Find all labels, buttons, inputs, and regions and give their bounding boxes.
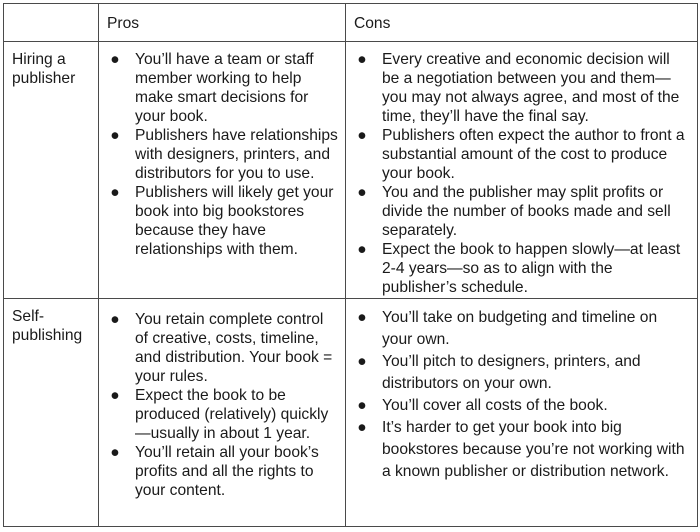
pros-cell-self-publishing: [99, 299, 346, 527]
cons-list: [346, 42, 697, 297]
header-row: [4, 4, 698, 42]
list-item: [106, 183, 339, 259]
list-item-text: Publishers often expect the author to front a substantial amount of the cost to produce your book.: [382, 127, 685, 182]
cons-list: [346, 299, 697, 483]
list-item-text: Publishers have relationships with designers, printers, and distributors for you to use.: [135, 127, 338, 182]
list-item-text: You’ll pitch to designers, printers, and distributors on your own.: [382, 353, 641, 392]
list-item: [353, 395, 691, 417]
list-item: [106, 443, 339, 500]
list-item-text: You’ll retain all your book’s profits and all the rights to your content.: [135, 444, 319, 499]
row-label-hiring-publisher: Hiring a publisher: [12, 51, 76, 87]
pros-list: [99, 42, 345, 259]
list-item-text: You’ll cover all costs of the book.: [382, 397, 608, 414]
bullet-icon: ●: [357, 51, 367, 68]
pros-cell-hiring-publisher: [99, 42, 346, 299]
header-corner-text: [4, 4, 98, 14]
row-label-self-publishing: Self-publishing: [12, 308, 83, 344]
bullet-icon: ●: [357, 127, 367, 144]
list-item-text: Every creative and economic decision will be a negotiation between you and them—you may not always agree, and most of the time, they’ll have the final say.: [382, 51, 680, 125]
header-corner-cell: [4, 4, 99, 42]
list-item: [353, 417, 691, 483]
list-item: [106, 310, 339, 386]
bullet-icon: ●: [357, 397, 367, 414]
cons-column-header: Cons: [354, 15, 391, 32]
bullet-icon: ●: [357, 419, 367, 436]
list-item-text: You’ll have a team or staff member working to help make smart decisions for your book.: [135, 51, 314, 125]
bullet-icon: ●: [110, 444, 120, 461]
list-item: [353, 307, 691, 351]
bullet-icon: ●: [110, 387, 120, 404]
bullet-icon: ●: [110, 51, 120, 68]
bullet-icon: ●: [110, 184, 120, 201]
table-row-self-publishing: [4, 299, 698, 527]
bullet-icon: ●: [357, 184, 367, 201]
bullet-icon: ●: [110, 127, 120, 144]
pros-list: [99, 299, 345, 500]
list-item-text: You retain complete control of creative, costs, timeline, and distribution. Your book = your rules.: [135, 311, 333, 385]
list-item-text: Expect the book to be produced (relatively) quickly—usually in about 1 year.: [135, 387, 329, 442]
table-row-hiring-publisher: [4, 42, 698, 299]
list-item: [353, 240, 691, 297]
pros-column-header: Pros: [107, 15, 140, 32]
bullet-icon: ●: [357, 353, 367, 370]
list-item-text: You and the publisher may split profits or divide the number of books made and sell separately.: [382, 184, 671, 239]
bullet-icon: ●: [357, 309, 367, 326]
bullet-icon: ●: [357, 241, 367, 258]
list-item: [353, 50, 691, 126]
row-label-cell: [4, 42, 99, 299]
list-item-text: Expect the book to happen slowly—at least 2-4 years—so as to align with the publisher’s schedule.: [382, 241, 681, 296]
list-item: [353, 183, 691, 240]
cons-cell-hiring-publisher: [346, 42, 698, 299]
list-item-text: It’s harder to get your book into big bookstores because you’re not working with a known publisher or distribution network.: [382, 419, 685, 480]
list-item: [106, 126, 339, 183]
header-pros-cell: [99, 4, 346, 42]
list-item: [353, 351, 691, 395]
list-item-text: Publishers will likely get your book into big bookstores because they have relationships with them.: [135, 184, 334, 258]
cons-cell-self-publishing: [346, 299, 698, 527]
list-item: [106, 386, 339, 443]
row-label-cell: [4, 299, 99, 527]
header-cons-cell: [346, 4, 698, 42]
pros-cons-table: [3, 3, 698, 527]
list-item: [353, 126, 691, 183]
bullet-icon: ●: [110, 311, 120, 328]
list-item-text: You’ll take on budgeting and timeline on your own.: [382, 309, 658, 348]
list-item: [106, 50, 339, 126]
